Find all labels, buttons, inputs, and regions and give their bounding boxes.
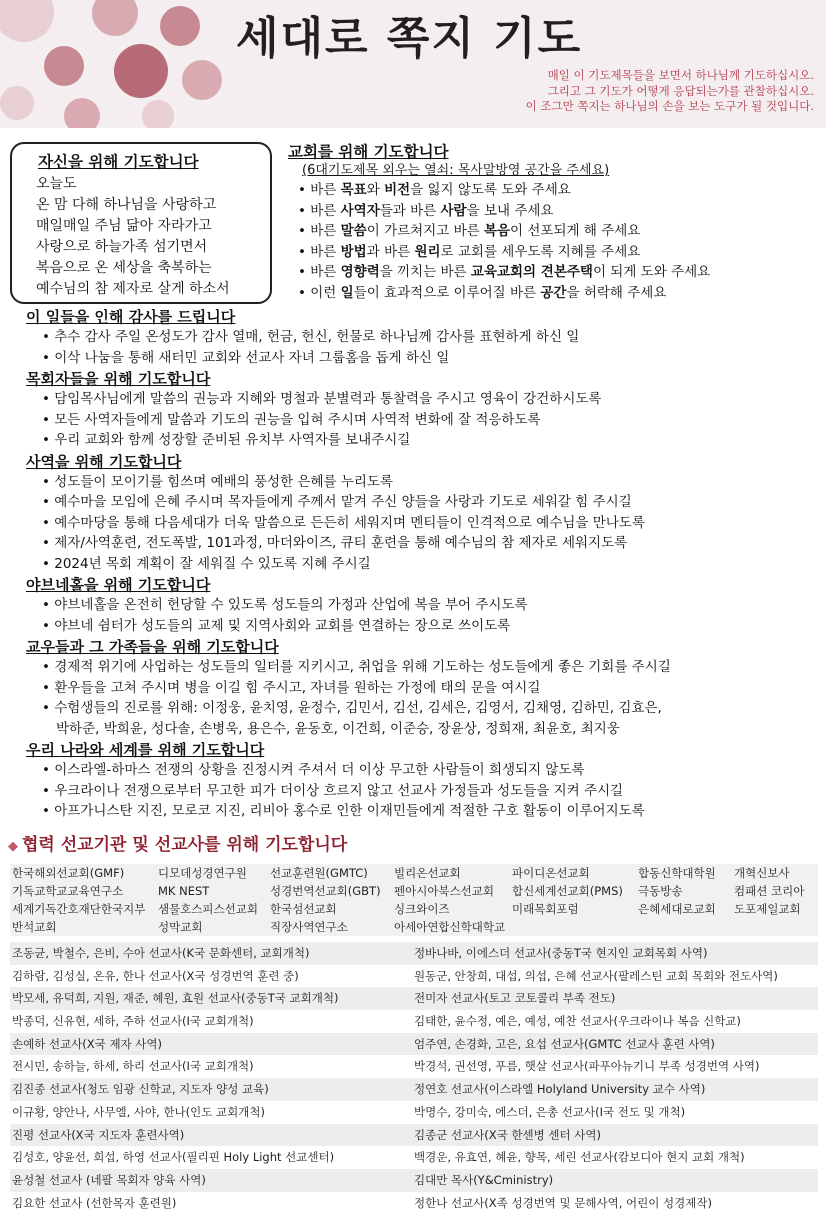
org-name: 한국해외선교회(GMF) <box>12 866 125 880</box>
missionary-row <box>10 1124 818 1147</box>
prayer-item <box>42 472 818 493</box>
prayer-item <box>42 595 818 616</box>
org-name: 은혜세대로교회 <box>638 902 716 916</box>
keyword: 사역자 <box>340 202 380 219</box>
org-name: 직장사역연구소 <box>270 920 348 934</box>
prayer-text: • 수험생들의 진로를 위해: 이정웅, 윤치영, 윤정수, 김민서, 김선, 김세은, 김영서, 김채영, 김하민, 김효은, <box>42 700 662 716</box>
prayer-item <box>42 533 818 554</box>
church-prayer-list <box>298 180 818 303</box>
prayer-text: • 우크라이나 전쟁으로부터 무고한 피가 더이상 흐르지 않고 선교사 가정들과 성도들을 지켜 주시길 <box>42 782 624 799</box>
org-name: 컴패션 코리아 <box>734 884 805 898</box>
org-name: 반석교회 <box>12 920 57 934</box>
header-subtitle <box>294 68 814 115</box>
prayer-item <box>42 616 818 637</box>
decor-circle <box>64 98 100 128</box>
item-text: 들과 바른 <box>379 202 441 219</box>
prayer-text: • 이삭 나눔을 통해 새터민 교회와 선교사 자녀 그룹홈을 돕게 하신 일 <box>42 349 450 366</box>
missionary-entry: 김하람, 김성실, 온유, 한나 선교사(X국 성경번역 훈련 중) <box>12 968 299 983</box>
missionary-row <box>10 1192 818 1215</box>
self-prayer-line: 오늘도 <box>36 176 77 192</box>
church-prayer-item <box>298 242 818 263</box>
missionary-row <box>10 1078 818 1101</box>
prayer-text: • 이스라엘-하마스 전쟁의 상황을 진정시켜 주셔서 더 이상 무고한 사람들이 희생되지 않도록 <box>42 762 585 778</box>
prayer-item <box>42 348 818 369</box>
diamond-icon: ◆ <box>8 839 18 854</box>
org-name: 미래목회포럼 <box>512 902 579 916</box>
org-name: 성경번역선교회(GBT) <box>270 884 381 898</box>
missionary-entry: 박명수, 강미숙, 에스더, 은총 선교사(I국 전도 및 개척) <box>414 1104 686 1119</box>
prayer-item <box>42 698 818 739</box>
missionary-row <box>10 1101 818 1124</box>
item-text: 이 가르쳐지고 바른 <box>366 223 484 239</box>
item-text: • 이런 <box>298 284 341 301</box>
item-text: 을 잃지 않도록 도와 주세요 <box>410 182 571 198</box>
prayer-item <box>42 678 818 699</box>
keyword: 말씀 <box>340 223 367 239</box>
keyword: 영향력 <box>340 264 380 280</box>
org-row <box>10 864 818 882</box>
prayer-text: • 2024년 목회 계획이 잘 세워질 수 있도록 지혜 주시길 <box>42 555 371 572</box>
item-text: 과 바른 <box>366 243 415 260</box>
self-prayer-line: 매일매일 주님 닮아 자라가고 <box>36 218 212 234</box>
keyword: 비전 <box>384 182 411 198</box>
org-name: 세계기독간호재단한국지부 <box>12 902 146 916</box>
section-title: 목회자들을 위해 기도합니다 <box>26 370 211 388</box>
org-name: 파이디온선교회 <box>512 866 590 880</box>
org-name: MK NEST <box>158 884 210 898</box>
prayer-text: • 야브네 쉼터가 성도들의 교제 및 지역사회와 교회를 연결하는 장으로 쓰이도록 <box>42 617 511 634</box>
missionary-entry: 백경운, 유효연, 혜윤, 향목, 세린 선교사(캄보디아 현지 교회 개척) <box>414 1150 745 1165</box>
prayer-text: • 야브네홀을 온전히 헌당할 수 있도록 성도들의 가정과 산업에 복을 부어 주시도록 <box>42 597 528 613</box>
decor-circle <box>160 6 200 46</box>
org-row <box>10 918 818 936</box>
prayer-item <box>42 430 818 451</box>
self-prayer-title: 자신을 위해 기도합니다 <box>38 153 199 171</box>
org-name: 도포제일교회 <box>734 902 801 916</box>
keyword: 교육교회의 견본주택 <box>470 264 593 280</box>
decor-circle <box>114 44 168 98</box>
section-title: 사역을 위해 기도합니다 <box>26 452 182 471</box>
page-title: 세대로 쪽지 기도 <box>236 13 583 64</box>
missionary-entry: 김대만 목사(Y&Cministry) <box>414 1172 554 1187</box>
missionary-entry: 박종덕, 신유현, 세하, 주하 선교사(I국 교회개척) <box>12 1014 254 1029</box>
item-text: • 바른 <box>298 182 341 198</box>
prayer-text: • 성도들이 모이기를 힘쓰며 예배의 풍성한 은혜를 누리도록 <box>42 473 393 490</box>
missionary-entry: 진평 선교사(X국 지도자 훈련사역) <box>12 1127 185 1142</box>
item-text: 들이 효과적으로 이루어질 바른 <box>353 284 541 301</box>
prayer-text: • 예수마을 모임에 은혜 주시며 목자들에게 주께서 맡겨 주신 양들을 사랑과 기도로 세워갈 힘 주시길 <box>42 494 632 510</box>
section-list <box>42 472 818 575</box>
org-name: 합동신학대학원 <box>638 866 716 880</box>
keyword: 방법 <box>340 243 367 260</box>
prayer-item <box>42 492 818 513</box>
keyword: 일 <box>340 284 354 301</box>
decor-circle <box>92 0 138 36</box>
church-prayer-key: (6대기도제목 외우는 열쇠: 목사말방영 공간을 주세요) <box>302 163 610 178</box>
item-text: 을 끼치는 바른 <box>379 264 471 280</box>
prayer-item <box>42 801 818 822</box>
prayer-text: • 환우들을 고쳐 주시며 병을 이길 힘 주시고, 자녀를 원하는 가정에 태의 문을 여시길 <box>42 679 541 696</box>
section-list <box>42 327 818 368</box>
org-name: 기독교학교교육연구소 <box>12 884 124 898</box>
org-row <box>10 900 818 918</box>
missionary-row <box>10 1010 818 1033</box>
missionary-entry: 엄주연, 손경화, 고은, 요섭 선교사(GMTC 선교사 훈련 사역) <box>414 1036 715 1051</box>
item-text: • 바른 <box>298 264 341 280</box>
org-name: 성막교회 <box>158 920 203 934</box>
missionary-entry: 김요한 선교사 (선한목자 훈련원) <box>12 1195 177 1210</box>
self-prayer-box <box>10 142 272 304</box>
keyword: 공간 <box>540 284 567 301</box>
item-text: 이 되게 도와 주세요 <box>592 264 711 280</box>
org-row <box>10 882 818 900</box>
org-name: 한국섬선교회 <box>270 902 337 916</box>
self-prayer-line: 온 맘 다해 하나님을 사랑하고 <box>36 197 217 213</box>
header-banner <box>0 0 826 128</box>
subtitle-line: 그리고 그 기도가 어떻게 응답되는가를 관찰하십시오. <box>547 83 814 98</box>
missionary-table <box>10 942 818 1214</box>
missionary-entry: 전시민, 송하늘, 하세, 하리 선교사(I국 교회개척) <box>12 1059 254 1074</box>
section-list <box>42 389 818 451</box>
missionary-entry: 손예하 선교사(X국 제자 사역) <box>12 1036 163 1051</box>
church-prayer-item <box>298 262 818 283</box>
church-prayer-item <box>298 201 818 222</box>
prayer-item <box>42 410 818 431</box>
org-name: 합신세계선교회(PMS) <box>512 884 623 898</box>
org-name: 펜아시아북스선교회 <box>394 884 494 898</box>
prayer-item <box>42 781 818 802</box>
item-text: 을 허락해 주세요 <box>566 284 667 301</box>
item-text: • 바른 <box>298 223 341 239</box>
prayer-sections <box>26 306 818 822</box>
missionary-row <box>10 1055 818 1078</box>
item-text: 와 <box>366 182 385 198</box>
missionary-entry: 전미자 선교사(토고 코토콜리 부족 전도) <box>414 991 616 1006</box>
prayer-item <box>42 657 818 678</box>
prayer-text: • 모든 사역자들에게 말씀과 기도의 권능을 입혀 주시며 사역적 변화에 잘 적응하도록 <box>42 411 541 428</box>
prayer-text: • 제자/사역훈련, 전도폭발, 101과정, 마더와이즈, 큐티 훈련을 통해 예수님의 참 제자로 세워지도록 <box>42 535 628 551</box>
item-text: 로 교회를 세우도록 지혜를 주세요 <box>440 243 641 260</box>
prayer-item <box>42 513 818 534</box>
prayer-item <box>42 760 818 781</box>
prayer-text: • 아프가니스탄 지진, 모로코 지진, 리비아 홍수로 인한 이재민들에게 적절한 구호 활동이 이루어지도록 <box>42 803 645 819</box>
section-list <box>42 595 818 636</box>
section-list <box>42 760 818 822</box>
org-name: 극동방송 <box>638 884 683 898</box>
keyword: 복음 <box>483 223 511 239</box>
keyword: 목표 <box>340 182 367 198</box>
missionary-entry: 정연호 선교사(이스라엘 Holyland University 교수 사역) <box>414 1082 706 1097</box>
missionary-entry: 김태한, 윤수정, 예은, 예성, 예찬 선교사(우크라이나 복음 신학교) <box>414 1014 741 1029</box>
church-prayer-item <box>298 283 818 304</box>
org-name: 싱크와이즈 <box>394 902 450 916</box>
missionary-entry: 조동균, 박철수, 은비, 수아 선교사(K국 문화센터, 교회개척) <box>12 946 310 960</box>
missionary-entry: 이규황, 양안나, 사무엘, 사야, 한나(인도 교회개척) <box>12 1104 265 1119</box>
org-name: 아세아연합신학대학교 <box>394 920 506 934</box>
section-title: 이 일들을 인해 감사를 드립니다 <box>26 308 236 326</box>
missionary-entry: 정바나바, 이에스더 선교사(중동T국 현지인 교회목회 사역) <box>414 946 708 960</box>
decor-circle <box>182 60 222 100</box>
prayer-text: • 담임목사님에게 말씀의 권능과 지혜와 명철과 분별력과 통찰력을 주시고 영육이 강건하시도록 <box>42 391 602 407</box>
missionary-row <box>10 1033 818 1056</box>
missionary-entry: 윤성철 선교사 (네팔 목회자 양육 사역) <box>12 1172 206 1187</box>
church-prayer-item <box>298 221 818 242</box>
partners-title-text: 협력 선교기관 및 선교사를 위해 기도합니다 <box>22 835 348 855</box>
prayer-text: • 예수마당을 통해 다음세대가 더욱 말씀으로 든든히 세워지며 멘티들이 인격적으로 예수님을 만나도록 <box>42 514 645 531</box>
section-title: 우리 나라와 세계를 위해 기도합니다 <box>26 741 265 759</box>
item-text: • 바른 <box>298 202 341 219</box>
church-prayer-section <box>288 142 818 303</box>
missionary-entry: 원동군, 안창희, 대섭, 의섭, 은혜 선교사(팔레스틴 교회 목회와 전도사역) <box>414 968 778 983</box>
decor-circle <box>0 0 54 42</box>
self-prayer-line: 사랑으로 하늘가족 섬기면서 <box>36 239 208 255</box>
item-text: • 바른 <box>298 243 341 260</box>
prayer-text-continued: 박하준, 박희윤, 성다솔, 손병욱, 용은수, 윤동호, 이건희, 이준승, 장윤상, 정희재, 최윤호, 최지웅 <box>56 720 620 737</box>
church-prayer-item <box>298 180 818 201</box>
missionary-row <box>10 987 818 1010</box>
missionary-entry: 김종군 선교사(X국 한센병 센터 사역) <box>414 1127 601 1142</box>
subtitle-line: 매일 이 기도제목들을 보면서 하나님께 기도하십시오. <box>547 68 814 82</box>
self-prayer-line: 복음으로 온 세상을 축복하는 <box>36 260 212 276</box>
prayer-item <box>42 389 818 410</box>
missionary-entry: 박경석, 권선영, 푸름, 햇살 선교사(파푸아뉴기니 부족 성경번역 사역) <box>414 1059 760 1074</box>
org-name: 선교훈련원(GMTC) <box>270 866 368 880</box>
org-name: 디모데성경연구원 <box>158 866 247 880</box>
partner-org-table <box>10 864 818 936</box>
church-prayer-title: 교회를 위해 기도합니다 <box>288 143 449 161</box>
missionary-entry: 정한나 선교사(X족 성경번역 및 문해사역, 어린이 성경제작) <box>414 1195 712 1210</box>
section-title: 교우들과 그 가족들을 위해 기도합니다 <box>26 638 279 656</box>
partners-title <box>8 830 347 855</box>
decor-circle <box>142 100 174 128</box>
self-prayer-line: 예수님의 참 제자로 살게 하소서 <box>36 281 230 297</box>
decor-circle <box>0 86 34 120</box>
prayer-text: • 경제적 위기에 사업하는 성도들의 일터를 지키시고, 취업을 위해 기도하는 성도들에게 좋은 기회를 주시길 <box>42 659 671 675</box>
prayer-text: • 우리 교회와 함께 성장할 준비된 유치부 사역자를 보내주시길 <box>42 432 411 448</box>
keyword: 사람 <box>440 202 467 219</box>
prayer-item <box>42 554 818 575</box>
prayer-item <box>42 327 818 348</box>
org-name: 빌리온선교회 <box>394 866 461 880</box>
prayer-text: • 추수 감사 주일 온성도가 감사 열매, 헌금, 헌신, 헌물로 하나님께 감사를 표현하게 하신 일 <box>42 329 580 345</box>
keyword: 원리 <box>414 243 441 260</box>
section-title: 야브네홀을 위해 기도합니다 <box>26 576 211 594</box>
section-list <box>42 657 818 739</box>
missionary-entry: 박모세, 유덕희, 지원, 재준, 혜원, 효원 선교사(중동T국 교회개척) <box>12 991 339 1006</box>
item-text: 이 선포되게 해 주세요 <box>510 223 641 239</box>
missionary-row <box>10 942 818 965</box>
missionary-row <box>10 1146 818 1169</box>
missionary-row <box>10 965 818 988</box>
org-name: 샘물호스피스선교회 <box>158 902 258 916</box>
missionary-entry: 김진종 선교사(청도 임광 신학교, 지도자 양성 교육) <box>12 1082 269 1097</box>
missionary-row <box>10 1169 818 1192</box>
org-name: 개혁신보사 <box>734 866 790 880</box>
decor-circle <box>44 46 84 86</box>
item-text: 을 보내 주세요 <box>466 202 554 219</box>
missionary-entry: 김성호, 양윤선, 희섭, 하영 선교사(필리핀 Holy Light 선교센터) <box>12 1150 335 1165</box>
subtitle-line: 이 조그만 쪽지는 하나님의 손을 보는 도구가 될 것입니다. <box>525 99 814 113</box>
